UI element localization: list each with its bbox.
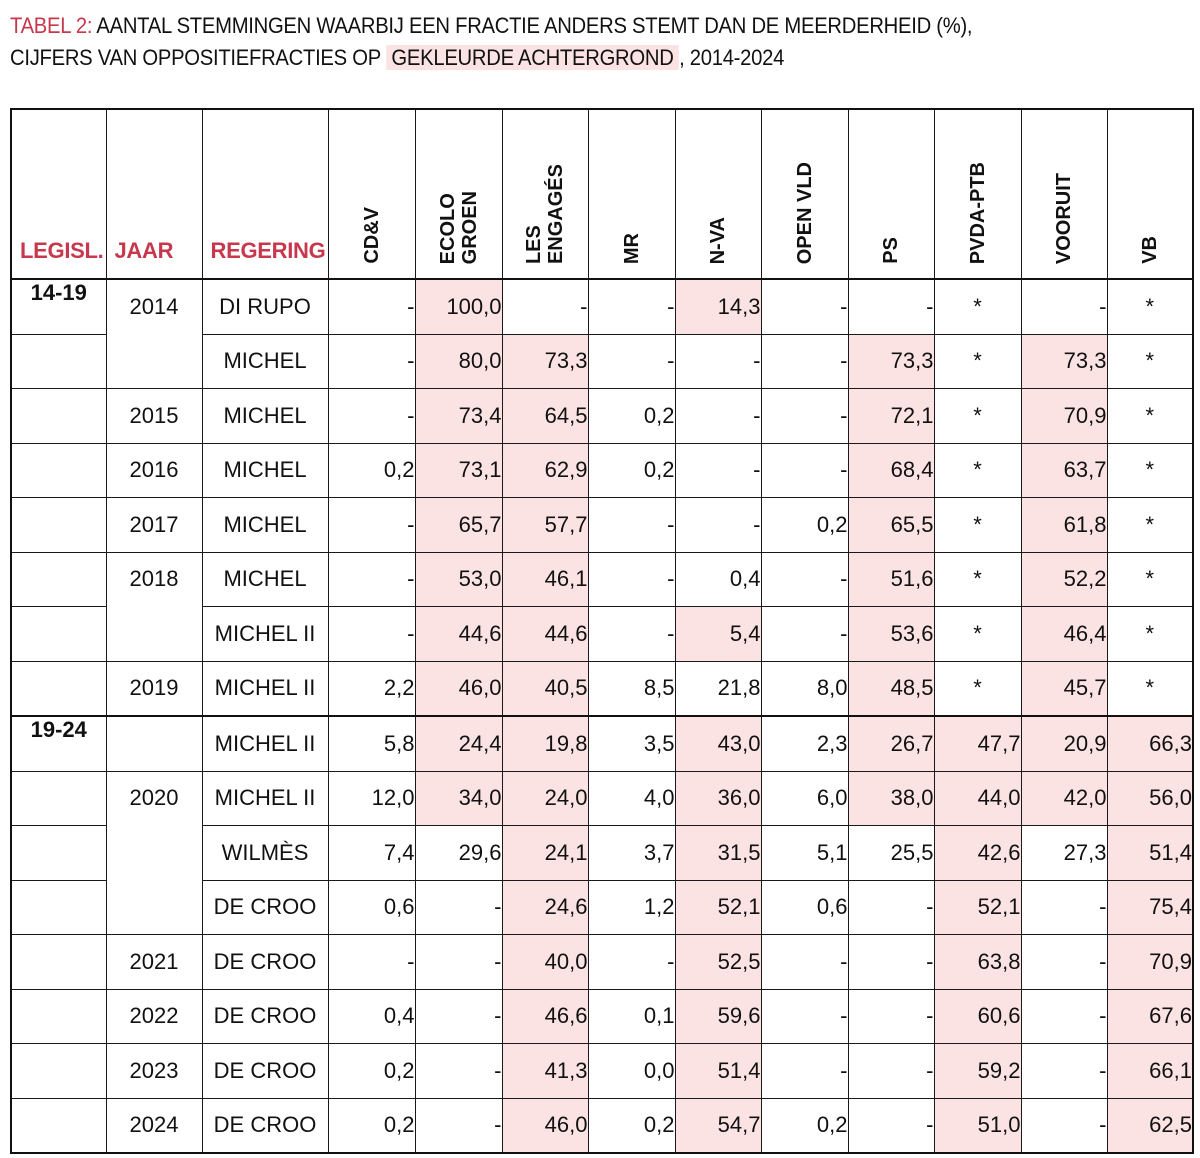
cell-value: 1,2 bbox=[588, 880, 675, 935]
cell-value: 73,3 bbox=[502, 334, 588, 389]
cell-jaar: 2019 bbox=[106, 661, 202, 716]
cell-value: 70,9 bbox=[1107, 935, 1193, 990]
cell-value: 5,4 bbox=[675, 607, 761, 662]
cell-value: - bbox=[1021, 989, 1107, 1044]
cell-value: 0,6 bbox=[761, 880, 848, 935]
table-row bbox=[11, 334, 1193, 389]
cell-jaar bbox=[106, 334, 202, 389]
caption-label: TABEL 2: bbox=[10, 13, 93, 38]
table-row bbox=[11, 389, 1193, 444]
cell-value: - bbox=[415, 935, 502, 990]
cell-value: 29,6 bbox=[415, 826, 502, 881]
cell-regering: DE CROO bbox=[202, 935, 328, 990]
table-row bbox=[11, 935, 1193, 990]
cell-value: 45,7 bbox=[1021, 661, 1107, 716]
cell-regering: DE CROO bbox=[202, 1044, 328, 1099]
cell-jaar: 2016 bbox=[106, 443, 202, 498]
caption-title: AANTAL STEMMINGEN WAARBIJ EEN FRACTIE ANDERS STEMT DAN DE MEERDERHEID (%), bbox=[92, 13, 973, 38]
table-row bbox=[11, 443, 1193, 498]
cell-value: - bbox=[328, 607, 415, 662]
cell-value: - bbox=[588, 935, 675, 990]
cell-value: * bbox=[1107, 389, 1193, 444]
cell-value: 5,1 bbox=[761, 826, 848, 881]
cell-value: - bbox=[761, 389, 848, 444]
cell-value: 52,1 bbox=[934, 880, 1021, 935]
cell-value: 62,9 bbox=[502, 443, 588, 498]
cell-value: * bbox=[1107, 443, 1193, 498]
cell-value: - bbox=[761, 989, 848, 1044]
header-party bbox=[1021, 109, 1107, 279]
cell-jaar: 2023 bbox=[106, 1044, 202, 1099]
cell-value: - bbox=[502, 279, 588, 334]
cell-value: 75,4 bbox=[1107, 880, 1193, 935]
cell-value: 27,3 bbox=[1021, 826, 1107, 881]
cell-legislatuur: 19-24 bbox=[11, 716, 106, 771]
cell-value: 51,4 bbox=[675, 1044, 761, 1099]
cell-value: 42,6 bbox=[934, 826, 1021, 881]
cell-jaar bbox=[106, 880, 202, 935]
cell-value: 56,0 bbox=[1107, 771, 1193, 826]
cell-value: 68,4 bbox=[848, 443, 934, 498]
cell-value: 51,0 bbox=[934, 1098, 1021, 1153]
cell-value: - bbox=[761, 1044, 848, 1099]
cell-value: 51,4 bbox=[1107, 826, 1193, 881]
cell-value: 25,5 bbox=[848, 826, 934, 881]
cell-value: 0,0 bbox=[588, 1044, 675, 1099]
header-row bbox=[11, 109, 1193, 279]
cell-legislatuur bbox=[11, 935, 106, 990]
cell-value: 0,4 bbox=[328, 989, 415, 1044]
cell-value: 31,5 bbox=[675, 826, 761, 881]
votes-table bbox=[10, 108, 1194, 1154]
cell-regering: MICHEL bbox=[202, 334, 328, 389]
cell-value: - bbox=[588, 334, 675, 389]
cell-value: - bbox=[328, 935, 415, 990]
header-party-label: N-VA bbox=[707, 216, 729, 264]
cell-value: 12,0 bbox=[328, 771, 415, 826]
cell-value: * bbox=[1107, 498, 1193, 553]
cell-value: 40,5 bbox=[502, 661, 588, 716]
cell-value: 40,0 bbox=[502, 935, 588, 990]
cell-value: 24,0 bbox=[502, 771, 588, 826]
table-row bbox=[11, 826, 1193, 881]
cell-value: 0,2 bbox=[328, 1044, 415, 1099]
cell-value: - bbox=[761, 552, 848, 607]
header-party bbox=[502, 109, 588, 279]
cell-value: * bbox=[934, 389, 1021, 444]
header-party bbox=[328, 109, 415, 279]
table-row bbox=[11, 880, 1193, 935]
header-regering: REGERING bbox=[202, 109, 328, 279]
header-party-label: CD&V bbox=[360, 207, 383, 264]
cell-regering: DE CROO bbox=[202, 1098, 328, 1153]
cell-value: 20,9 bbox=[1021, 716, 1107, 771]
cell-value: 70,9 bbox=[1021, 389, 1107, 444]
cell-value: 64,5 bbox=[502, 389, 588, 444]
cell-value: 0,2 bbox=[761, 498, 848, 553]
cell-value: - bbox=[1021, 1098, 1107, 1153]
cell-value: - bbox=[588, 552, 675, 607]
cell-value: - bbox=[588, 498, 675, 553]
cell-value: 21,8 bbox=[675, 661, 761, 716]
cell-regering: MICHEL bbox=[202, 498, 328, 553]
cell-value: 53,6 bbox=[848, 607, 934, 662]
header-party-label: VOORUIT bbox=[1053, 172, 1075, 264]
cell-value: 24,1 bbox=[502, 826, 588, 881]
cell-value: 2,3 bbox=[761, 716, 848, 771]
cell-value: * bbox=[934, 498, 1021, 553]
cell-value: 44,6 bbox=[415, 607, 502, 662]
cell-value: - bbox=[328, 389, 415, 444]
cell-value: - bbox=[1021, 279, 1107, 334]
cell-value: * bbox=[934, 661, 1021, 716]
cell-value: 52,1 bbox=[675, 880, 761, 935]
header-legisl: LEGISL. bbox=[11, 109, 106, 279]
cell-regering: WILMÈS bbox=[202, 826, 328, 881]
cell-value: - bbox=[848, 1044, 934, 1099]
cell-value: 0,2 bbox=[328, 1098, 415, 1153]
cell-jaar bbox=[106, 716, 202, 771]
cell-value: 42,0 bbox=[1021, 771, 1107, 826]
cell-value: - bbox=[675, 443, 761, 498]
cell-value: 53,0 bbox=[415, 552, 502, 607]
cell-value: * bbox=[1107, 279, 1193, 334]
cell-value: - bbox=[328, 279, 415, 334]
cell-jaar: 2022 bbox=[106, 989, 202, 1044]
cell-value: 63,7 bbox=[1021, 443, 1107, 498]
table-row bbox=[11, 1098, 1193, 1153]
table-row bbox=[11, 552, 1193, 607]
cell-value: 0,2 bbox=[588, 443, 675, 498]
cell-value: * bbox=[1107, 661, 1193, 716]
table-row bbox=[11, 771, 1193, 826]
cell-value: 47,7 bbox=[934, 716, 1021, 771]
cell-value: - bbox=[1021, 935, 1107, 990]
cell-value: 73,3 bbox=[1021, 334, 1107, 389]
cell-legislatuur bbox=[11, 1044, 106, 1099]
cell-value: 0,2 bbox=[588, 389, 675, 444]
cell-value: 41,3 bbox=[502, 1044, 588, 1099]
cell-value: - bbox=[848, 880, 934, 935]
cell-legislatuur bbox=[11, 880, 106, 935]
cell-legislatuur bbox=[11, 607, 106, 662]
table-row bbox=[11, 1044, 1193, 1099]
cell-value: 57,7 bbox=[502, 498, 588, 553]
caption-line-2 bbox=[10, 42, 972, 74]
cell-value: - bbox=[848, 1098, 934, 1153]
cell-value: * bbox=[934, 552, 1021, 607]
cell-value: 36,0 bbox=[675, 771, 761, 826]
cell-jaar bbox=[106, 607, 202, 662]
cell-value: * bbox=[934, 607, 1021, 662]
cell-value: - bbox=[761, 935, 848, 990]
cell-value: 54,7 bbox=[675, 1098, 761, 1153]
cell-value: 73,3 bbox=[848, 334, 934, 389]
cell-value: 46,0 bbox=[415, 661, 502, 716]
cell-value: * bbox=[1107, 334, 1193, 389]
cell-value: 7,4 bbox=[328, 826, 415, 881]
cell-value: 73,4 bbox=[415, 389, 502, 444]
cell-value: 65,5 bbox=[848, 498, 934, 553]
cell-value: 61,8 bbox=[1021, 498, 1107, 553]
cell-value: - bbox=[848, 279, 934, 334]
cell-legislatuur bbox=[11, 552, 106, 607]
cell-value: 26,7 bbox=[848, 716, 934, 771]
cell-value: - bbox=[848, 935, 934, 990]
cell-value: 0,2 bbox=[761, 1098, 848, 1153]
cell-value: 2,2 bbox=[328, 661, 415, 716]
cell-value: * bbox=[934, 279, 1021, 334]
cell-value: - bbox=[761, 607, 848, 662]
cell-value: - bbox=[328, 552, 415, 607]
cell-value: - bbox=[675, 334, 761, 389]
cell-value: 8,5 bbox=[588, 661, 675, 716]
cell-legislatuur bbox=[11, 498, 106, 553]
header-party bbox=[415, 109, 502, 279]
cell-value: - bbox=[675, 498, 761, 553]
cell-value: 0,2 bbox=[328, 443, 415, 498]
cell-legislatuur bbox=[11, 661, 106, 716]
cell-value: 65,7 bbox=[415, 498, 502, 553]
cell-value: 0,1 bbox=[588, 989, 675, 1044]
cell-value: * bbox=[934, 334, 1021, 389]
cell-value: 66,3 bbox=[1107, 716, 1193, 771]
caption-line-1 bbox=[10, 10, 972, 42]
cell-value: - bbox=[415, 1044, 502, 1099]
cell-value: 44,6 bbox=[502, 607, 588, 662]
header-party-label: LES ENGAGÉS bbox=[523, 163, 567, 264]
cell-value: 62,5 bbox=[1107, 1098, 1193, 1153]
cell-value: * bbox=[1107, 607, 1193, 662]
header-party-label: ECOLO GROEN bbox=[436, 190, 481, 264]
cell-jaar: 2018 bbox=[106, 552, 202, 607]
cell-value: - bbox=[675, 389, 761, 444]
cell-value: 43,0 bbox=[675, 716, 761, 771]
table-row bbox=[11, 989, 1193, 1044]
cell-value: 0,4 bbox=[675, 552, 761, 607]
cell-value: 38,0 bbox=[848, 771, 934, 826]
cell-value: 60,6 bbox=[934, 989, 1021, 1044]
cell-value: 44,0 bbox=[934, 771, 1021, 826]
cell-legislatuur bbox=[11, 826, 106, 881]
table-row bbox=[11, 498, 1193, 553]
cell-value: 24,4 bbox=[415, 716, 502, 771]
cell-value: 59,2 bbox=[934, 1044, 1021, 1099]
cell-legislatuur bbox=[11, 389, 106, 444]
cell-regering: MICHEL bbox=[202, 389, 328, 444]
cell-legislatuur bbox=[11, 989, 106, 1044]
cell-jaar: 2017 bbox=[106, 498, 202, 553]
cell-value: - bbox=[328, 334, 415, 389]
cell-jaar: 2024 bbox=[106, 1098, 202, 1153]
cell-value: - bbox=[1021, 880, 1107, 935]
cell-regering: MICHEL II bbox=[202, 661, 328, 716]
header-party-label: PS bbox=[880, 237, 902, 264]
cell-value: - bbox=[1021, 1044, 1107, 1099]
cell-legislatuur bbox=[11, 443, 106, 498]
cell-value: - bbox=[328, 498, 415, 553]
header-party bbox=[1107, 109, 1193, 279]
cell-legislatuur: 14-19 bbox=[11, 279, 106, 334]
cell-legislatuur bbox=[11, 771, 106, 826]
cell-value: 100,0 bbox=[415, 279, 502, 334]
cell-value: 6,0 bbox=[761, 771, 848, 826]
cell-value: 3,7 bbox=[588, 826, 675, 881]
cell-legislatuur bbox=[11, 1098, 106, 1153]
cell-value: 67,6 bbox=[1107, 989, 1193, 1044]
cell-value: 14,3 bbox=[675, 279, 761, 334]
header-party bbox=[675, 109, 761, 279]
cell-value: - bbox=[848, 989, 934, 1044]
header-party-label: OPEN VLD bbox=[793, 161, 816, 264]
cell-value: 46,0 bbox=[502, 1098, 588, 1153]
cell-value: 52,2 bbox=[1021, 552, 1107, 607]
header-party-label: PVDA-PTB bbox=[966, 161, 989, 264]
cell-value: 0,6 bbox=[328, 880, 415, 935]
cell-value: 72,1 bbox=[848, 389, 934, 444]
table-row bbox=[11, 716, 1193, 771]
cell-value: 34,0 bbox=[415, 771, 502, 826]
cell-value: 3,5 bbox=[588, 716, 675, 771]
cell-value: 46,4 bbox=[1021, 607, 1107, 662]
cell-value: 5,8 bbox=[328, 716, 415, 771]
cell-value: 8,0 bbox=[761, 661, 848, 716]
cell-value: 48,5 bbox=[848, 661, 934, 716]
header-party bbox=[848, 109, 934, 279]
cell-value: - bbox=[415, 989, 502, 1044]
cell-regering: DI RUPO bbox=[202, 279, 328, 334]
cell-regering: MICHEL bbox=[202, 552, 328, 607]
header-party bbox=[934, 109, 1021, 279]
cell-value: 19,8 bbox=[502, 716, 588, 771]
cell-jaar: 2015 bbox=[106, 389, 202, 444]
cell-value: 46,1 bbox=[502, 552, 588, 607]
cell-value: 73,1 bbox=[415, 443, 502, 498]
cell-value: 80,0 bbox=[415, 334, 502, 389]
cell-value: - bbox=[415, 880, 502, 935]
table-row bbox=[11, 661, 1193, 716]
caption-subtitle-a: CIJFERS VAN OPPOSITIEFRACTIES OP bbox=[10, 45, 386, 70]
header-party-label: VB bbox=[1138, 236, 1161, 264]
cell-value: 59,6 bbox=[675, 989, 761, 1044]
cell-value: - bbox=[761, 334, 848, 389]
cell-value: * bbox=[1107, 552, 1193, 607]
cell-jaar: 2020 bbox=[106, 771, 202, 826]
cell-value: - bbox=[761, 443, 848, 498]
cell-value: 4,0 bbox=[588, 771, 675, 826]
cell-value: - bbox=[588, 607, 675, 662]
cell-legislatuur bbox=[11, 334, 106, 389]
cell-regering: MICHEL II bbox=[202, 716, 328, 771]
cell-value: 52,5 bbox=[675, 935, 761, 990]
cell-regering: MICHEL II bbox=[202, 771, 328, 826]
header-party bbox=[588, 109, 675, 279]
header-jaar: JAAR bbox=[106, 109, 202, 279]
caption-subtitle-b: , 2014-2024 bbox=[679, 45, 785, 70]
cell-value: * bbox=[934, 443, 1021, 498]
cell-jaar bbox=[106, 826, 202, 881]
cell-jaar: 2014 bbox=[106, 279, 202, 334]
table-row bbox=[11, 279, 1193, 334]
caption-highlight-legend: GEKLEURDE ACHTERGROND bbox=[386, 45, 679, 70]
cell-value: 46,6 bbox=[502, 989, 588, 1044]
cell-value: 63,8 bbox=[934, 935, 1021, 990]
cell-value: 24,6 bbox=[502, 880, 588, 935]
table-row bbox=[11, 607, 1193, 662]
header-party bbox=[761, 109, 848, 279]
cell-regering: MICHEL bbox=[202, 443, 328, 498]
cell-jaar: 2021 bbox=[106, 935, 202, 990]
cell-regering: MICHEL II bbox=[202, 607, 328, 662]
cell-regering: DE CROO bbox=[202, 989, 328, 1044]
cell-value: - bbox=[761, 279, 848, 334]
cell-value: 51,6 bbox=[848, 552, 934, 607]
header-party-label: MR bbox=[620, 232, 643, 264]
cell-value: - bbox=[415, 1098, 502, 1153]
table-caption bbox=[10, 10, 972, 74]
cell-value: - bbox=[588, 279, 675, 334]
cell-value: 0,2 bbox=[588, 1098, 675, 1153]
cell-regering: DE CROO bbox=[202, 880, 328, 935]
cell-value: 66,1 bbox=[1107, 1044, 1193, 1099]
